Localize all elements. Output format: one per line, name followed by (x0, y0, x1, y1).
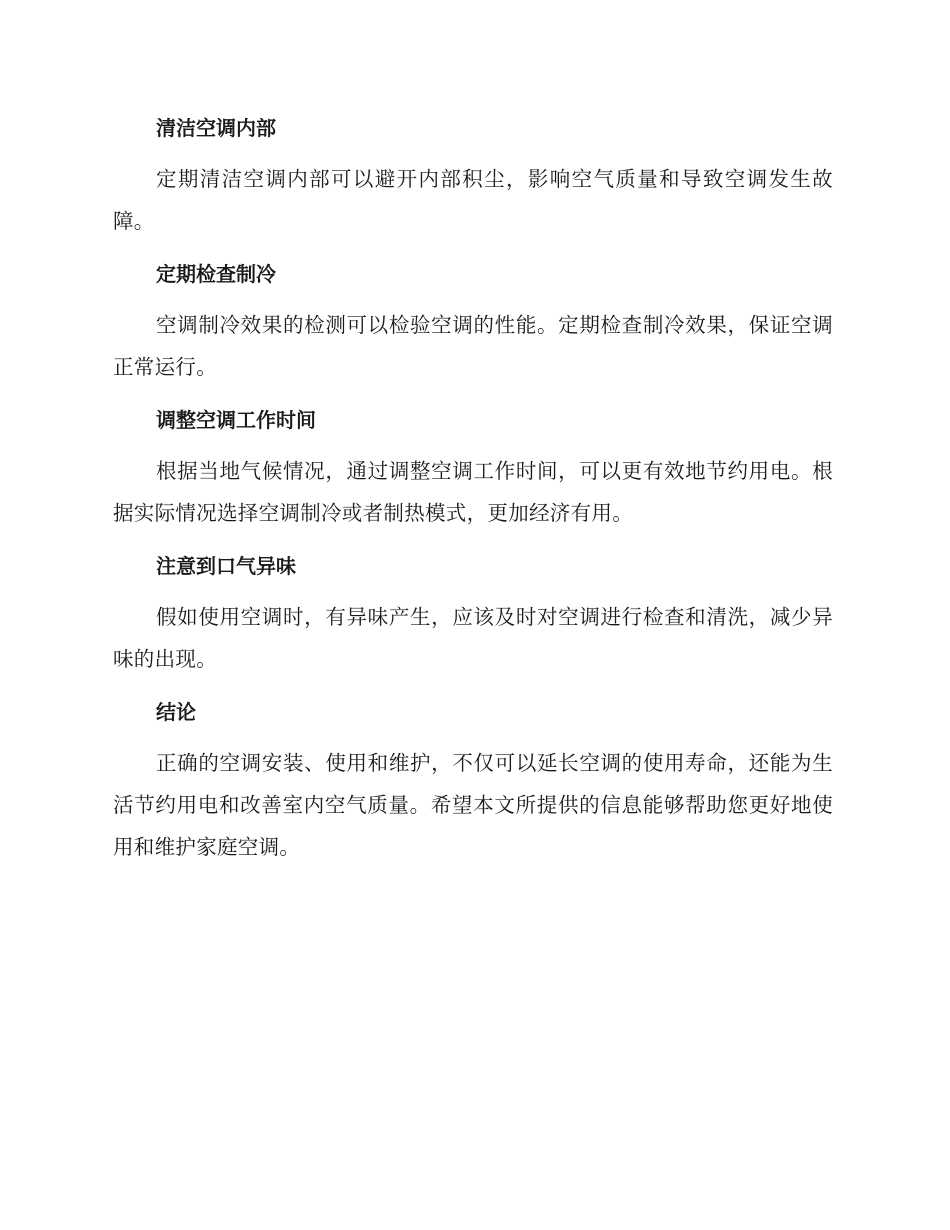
section-paragraph: 正确的空调安装、使用和维护，不仅可以延长空调的使用寿命，还能为生活节约用电和改善室内空气质量。希望本文所提供的信息能够帮助您更好地使用和维护家庭空调。 (113, 751, 833, 859)
section-paragraph: 空调制冷效果的检测可以检验空调的性能。定期检查制冷效果，保证空调正常运行。 (113, 313, 833, 379)
section-paragraph: 根据当地气候情况，通过调整空调工作时间，可以更有效地节约用电。根据实际情况选择空调制冷或者制热模式，更加经济有用。 (113, 459, 833, 525)
section-heading: 调整空调工作时间 (156, 408, 316, 432)
section-check-cooling (113, 254, 833, 388)
document-content (113, 108, 833, 880)
section-paragraph: 定期清洁空调内部可以避开内部积尘，影响空气质量和导致空调发生故障。 (113, 167, 833, 233)
section-heading: 结论 (156, 700, 196, 724)
section-conclusion (113, 692, 833, 868)
section-clean-interior (113, 108, 833, 242)
section-heading: 定期检查制冷 (156, 262, 276, 286)
section-adjust-time (113, 400, 833, 534)
section-odor (113, 546, 833, 680)
section-heading: 注意到口气异味 (156, 554, 296, 578)
section-heading: 清洁空调内部 (156, 116, 276, 140)
section-paragraph: 假如使用空调时，有异味产生，应该及时对空调进行检查和清洗，减少异味的出现。 (113, 605, 833, 671)
